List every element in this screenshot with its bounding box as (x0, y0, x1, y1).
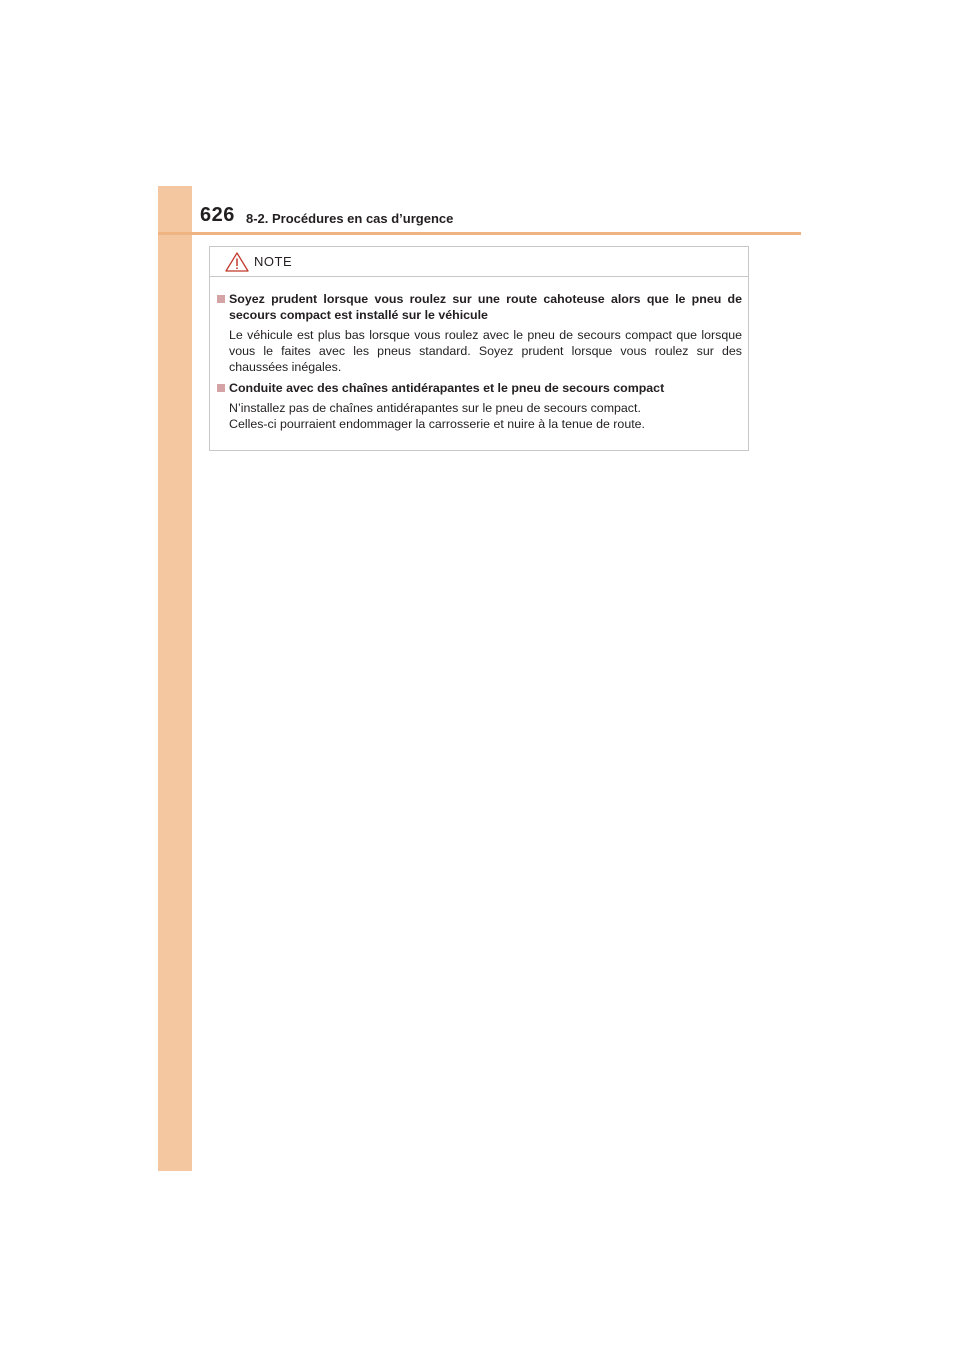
warning-triangle-icon (225, 252, 249, 272)
note-item-heading-text: Soyez prudent lorsque vous roulez sur une route cahoteuse alors que le pneu de secours compact est installé sur le véhicule (229, 292, 742, 322)
note-item-heading (216, 380, 742, 396)
note-item-text: Le véhicule est plus bas lorsque vous roulez avec le pneu de secours compact que lorsque vous le faites avec les pneus standard. Soyez prudent lorsque vous roulez sur des chaussées inégales. (229, 328, 742, 374)
note-box (209, 246, 749, 451)
square-bullet-icon (217, 295, 225, 303)
note-body (210, 277, 748, 432)
side-tab-band (158, 186, 192, 1171)
section-title: 8-2. Procédures en cas d’urgence (246, 211, 454, 226)
note-item (216, 380, 742, 432)
note-item-text-line: Celles-ci pourraient endommager la carrosserie et nuire à la tenue de route. (229, 417, 645, 431)
note-item (216, 291, 742, 375)
note-item-heading-text: Conduite avec des chaînes antidérapantes et le pneu de secours compact (229, 381, 665, 395)
square-bullet-icon (217, 384, 225, 392)
note-label: NOTE (254, 254, 293, 269)
note-item-heading (216, 291, 742, 323)
header-rule (158, 232, 801, 235)
note-item-text (216, 400, 742, 432)
note-header (210, 247, 748, 277)
page-number: 626 (200, 204, 235, 226)
note-item-text-line: N’installez pas de chaînes antidérapantes sur le pneu de secours compact. (229, 401, 641, 415)
